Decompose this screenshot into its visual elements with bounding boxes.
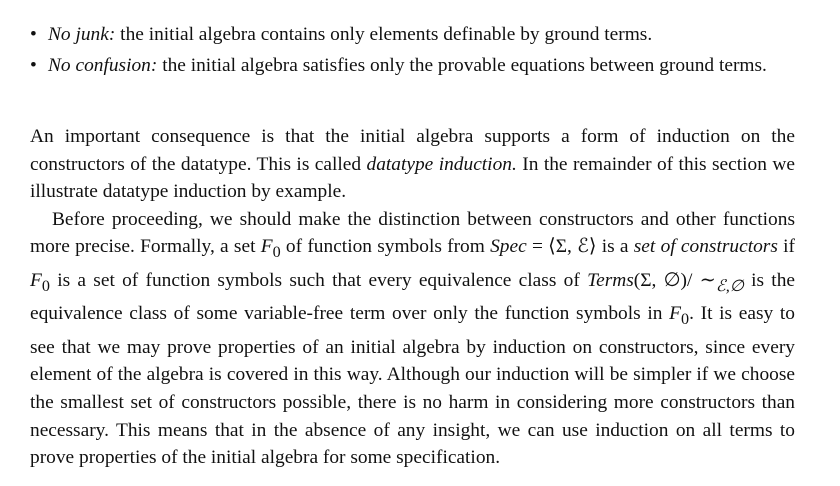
bullet-text: the initial algebra satisfies only the provable equations between ground terms. <box>157 54 767 76</box>
emphasized-term: set of constructors <box>633 236 778 258</box>
bullet-term: No confusion: <box>48 54 158 76</box>
para-text: is a set of function symbols such that every equivalence class of <box>49 269 588 291</box>
emphasized-term: datatype induction. <box>366 153 517 175</box>
paragraph-datatype-induction <box>30 123 795 206</box>
body-text <box>30 123 795 472</box>
paragraph-constructors <box>30 206 795 472</box>
math-symbol: Terms <box>587 269 634 291</box>
math-symbol: F <box>260 236 273 258</box>
bullet-marker: • <box>30 54 37 76</box>
math-symbol: Spec <box>490 236 527 258</box>
math-text: (Σ, ∅)/ ∼ <box>633 269 716 291</box>
bullet-text: the initial algebra contains only elements definable by ground terms. <box>115 24 653 45</box>
bullet-marker: • <box>30 24 37 45</box>
bullet-list <box>30 21 795 82</box>
math-subscript: 0 <box>681 311 690 329</box>
para-text: of function symbols from <box>280 236 491 258</box>
para-text: An important consequence is that the initial algebra supports a form of induction on the constructors of the datatype. This is called <box>30 126 795 175</box>
math-symbol: F <box>669 303 681 325</box>
bullet-term: No junk: <box>48 24 116 45</box>
math-subscript: 0 <box>41 277 50 295</box>
para-text: is the equivalence class of some variable-free term over only the function symbols in <box>30 269 795 325</box>
para-text: = ⟨Σ, ℰ⟩ is a <box>526 236 634 258</box>
para-text: . It is easy to see that we may prove properties of an initial algebra by induction on constructors, since every element of the algebra is covered in this way. Although our induction will be simpler if we choose the smallest set of constructors possible, there is no harm in considering more constructors than necessary. This means that in the absence of any insight, we can use induction on all terms to prove properties of the initial algebra for some specification. <box>30 303 795 469</box>
para-text: Before proceeding, we should make the distinction between constructors and other functions more precise. Formally, a set <box>30 208 795 258</box>
math-subscript: ℰ,∅ <box>715 277 744 295</box>
bullet-no-confusion <box>30 52 795 80</box>
math-subscript: 0 <box>272 244 281 262</box>
math-symbol: F <box>30 269 42 291</box>
bullet-no-junk <box>30 21 795 49</box>
para-text: In the remainder of this section we illustrate datatype induction by example. <box>30 153 795 203</box>
para-text: if <box>777 236 795 258</box>
